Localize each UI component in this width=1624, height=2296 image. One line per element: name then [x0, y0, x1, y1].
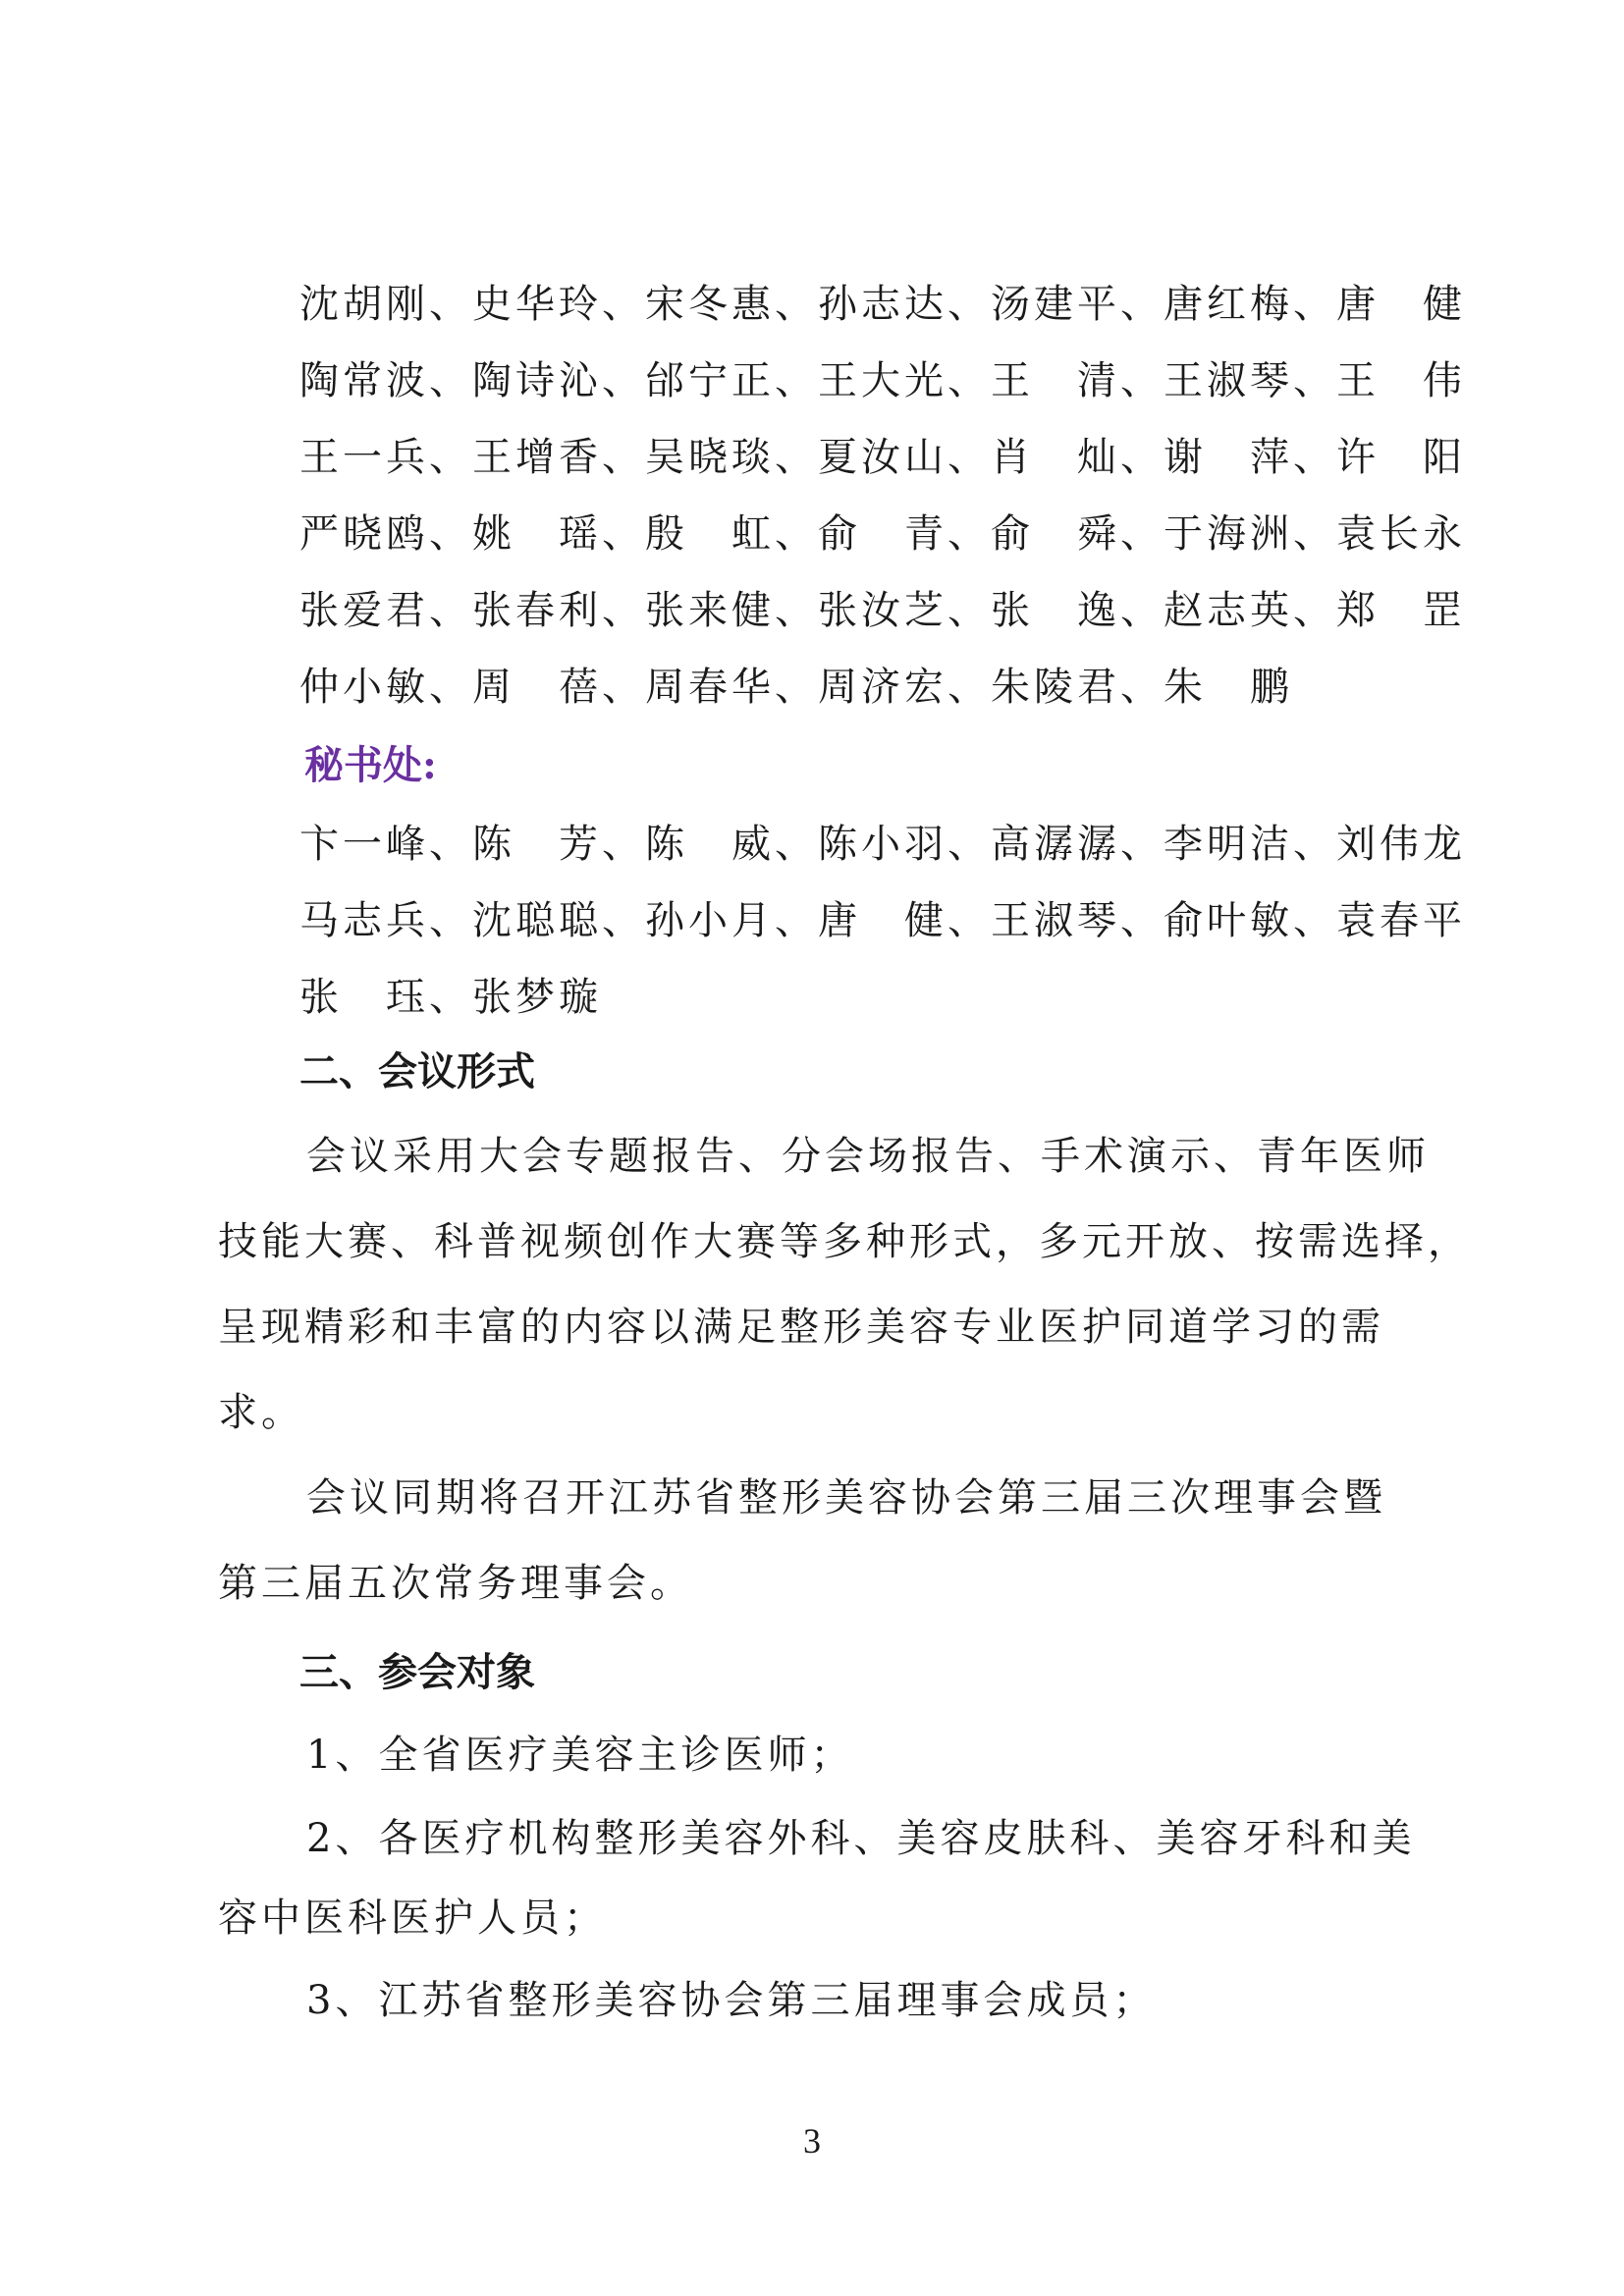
names-line-1: 沈胡刚、史华玲、宋冬惠、孙志达、汤建平、唐红梅、唐 健: [299, 282, 1466, 327]
secretariat-label: 秘书处:: [304, 742, 437, 788]
section-3-heading: 三、参会对象: [299, 1649, 535, 1695]
section-2-para-2-line-2: 第三届五次常务理事会。: [218, 1561, 693, 1606]
secretariat-names-line-3: 张 珏、张梦璇: [299, 975, 602, 1020]
names-line-5: 张爱君、张春利、张来健、张汝芝、张 逸、赵志英、郑 罡: [299, 588, 1466, 633]
section-2-heading: 二、会议形式: [299, 1048, 535, 1095]
secretariat-names-line-1: 卞一峰、陈 芳、陈 威、陈小羽、高潺潺、李明洁、刘伟龙: [299, 822, 1466, 867]
section-2-para-1-line-4: 求。: [218, 1390, 304, 1435]
names-line-3: 王一兵、王增香、吴晓琰、夏汝山、肖 灿、谢 萍、许 阳: [299, 435, 1466, 480]
section-2-para-1-line-3: 呈现精彩和丰富的内容以满足整形美容专业医护同道学习的需: [218, 1305, 1384, 1350]
section-3-item-3: 3、江苏省整形美容协会第三届理事会成员；: [306, 1978, 1157, 2023]
section-2-para-2-line-1: 会议同期将召开江苏省整形美容协会第三届三次理事会暨: [306, 1475, 1386, 1521]
names-line-2: 陶常波、陶诗沁、邰宁正、王大光、王 清、王淑琴、王 伟: [299, 358, 1466, 403]
section-2-para-1-line-1: 会议采用大会专题报告、分会场报告、手术演示、青年医师: [306, 1134, 1430, 1179]
section-3-item-2-line-2: 容中医科医护人员；: [218, 1896, 607, 1941]
names-line-4: 严晓鸥、姚 瑶、殷 虹、俞 青、俞 舜、于海洲、袁长永: [299, 511, 1466, 557]
secretariat-names-line-2: 马志兵、沈聪聪、孙小月、唐 健、王淑琴、俞叶敏、袁春平: [299, 898, 1466, 943]
page-number: 3: [803, 2121, 821, 2161]
section-3-item-2-line-1: 2、各医疗机构整形美容外科、美容皮肤科、美容牙科和美: [306, 1816, 1416, 1861]
names-line-6: 仲小敏、周 蓓、周春华、周济宏、朱陵君、朱 鹏: [299, 665, 1293, 710]
section-2-para-1-line-2: 技能大赛、科普视频创作大赛等多种形式，多元开放、按需选择，: [218, 1219, 1471, 1264]
section-3-item-1: 1、全省医疗美容主诊医师；: [306, 1733, 854, 1778]
